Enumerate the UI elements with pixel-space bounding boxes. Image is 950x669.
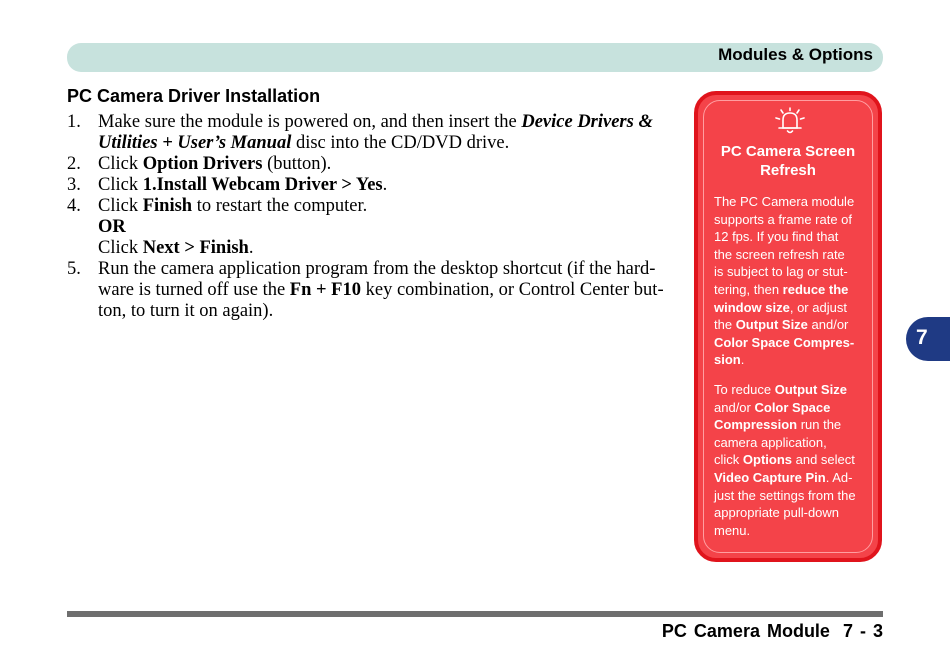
page-number: 7 - 3	[842, 621, 883, 641]
step-number: 4.	[67, 196, 81, 216]
step-text: Click	[98, 238, 143, 258]
step-text: .	[248, 238, 254, 258]
step-emphasis: Option Drivers	[142, 154, 263, 174]
chapter-tab	[906, 317, 950, 361]
step-text: Click	[98, 175, 143, 195]
step-number: 1.	[67, 112, 81, 132]
step-emphasis: 1.Install Webcam Driver > Yes	[142, 175, 383, 195]
step-5	[67, 259, 679, 322]
step-emphasis: Finish	[142, 196, 193, 216]
step-number: 3.	[67, 175, 81, 195]
step-text: Make sure the module is powered on, and then insert the	[98, 112, 522, 132]
sidebar-title: PC Camera Screen Refresh	[720, 143, 856, 179]
chapter-tab-label: 7	[916, 326, 928, 349]
or-label: OR	[98, 217, 126, 237]
step-2	[67, 154, 679, 175]
section-title: PC Camera Driver Installation	[67, 86, 321, 106]
step-1	[67, 112, 679, 154]
footer	[662, 621, 883, 642]
sidebar-note	[694, 91, 882, 562]
step-text: ton, to turn it on again).	[98, 301, 274, 321]
footer-title: PC Camera Module	[661, 621, 830, 641]
step-3	[67, 175, 679, 196]
header-title: Modules & Options	[718, 45, 873, 64]
step-text: ware is turned off use the	[98, 280, 290, 300]
step-text: .	[382, 175, 388, 195]
step-text: Click	[98, 154, 143, 174]
step-emphasis: Next > Finish	[142, 238, 249, 258]
bell-alert-icon	[773, 107, 807, 135]
step-text: key combination, or Control Center but-	[360, 280, 664, 300]
step-number: 2.	[67, 154, 81, 174]
step-text: Click	[98, 196, 143, 216]
step-emphasis: Fn + F10	[289, 280, 361, 300]
footer-rule	[67, 611, 883, 617]
step-text: (button).	[262, 154, 332, 174]
step-number: 5.	[67, 259, 81, 279]
sidebar-paragraph-2: To reduce Output Size and/or Color Space Compression run the camera application, click Options and select Video Capture Pin. Ad- just the settings from the appropriate pull-down menu.	[714, 382, 856, 538]
header-bar	[67, 43, 883, 72]
step-text: Run the camera application program from the desktop shortcut (if the hard-	[98, 259, 656, 279]
step-text: to restart the computer.	[192, 196, 368, 216]
step-emphasis: Device Drivers &	[521, 112, 653, 132]
step-emphasis: Utilities + User’s Manual	[98, 133, 292, 153]
sidebar-paragraph-1: The PC Camera module supports a frame rate of 12 fps. If you find that the screen refresh rate is subject to lag or stut- tering, then reduce the window size, or adjust the Output Size and/or Color Space Compres- sion.	[714, 194, 855, 368]
step-text: disc into the CD/DVD drive.	[291, 133, 510, 153]
step-4	[67, 196, 679, 259]
steps-list	[67, 112, 679, 322]
